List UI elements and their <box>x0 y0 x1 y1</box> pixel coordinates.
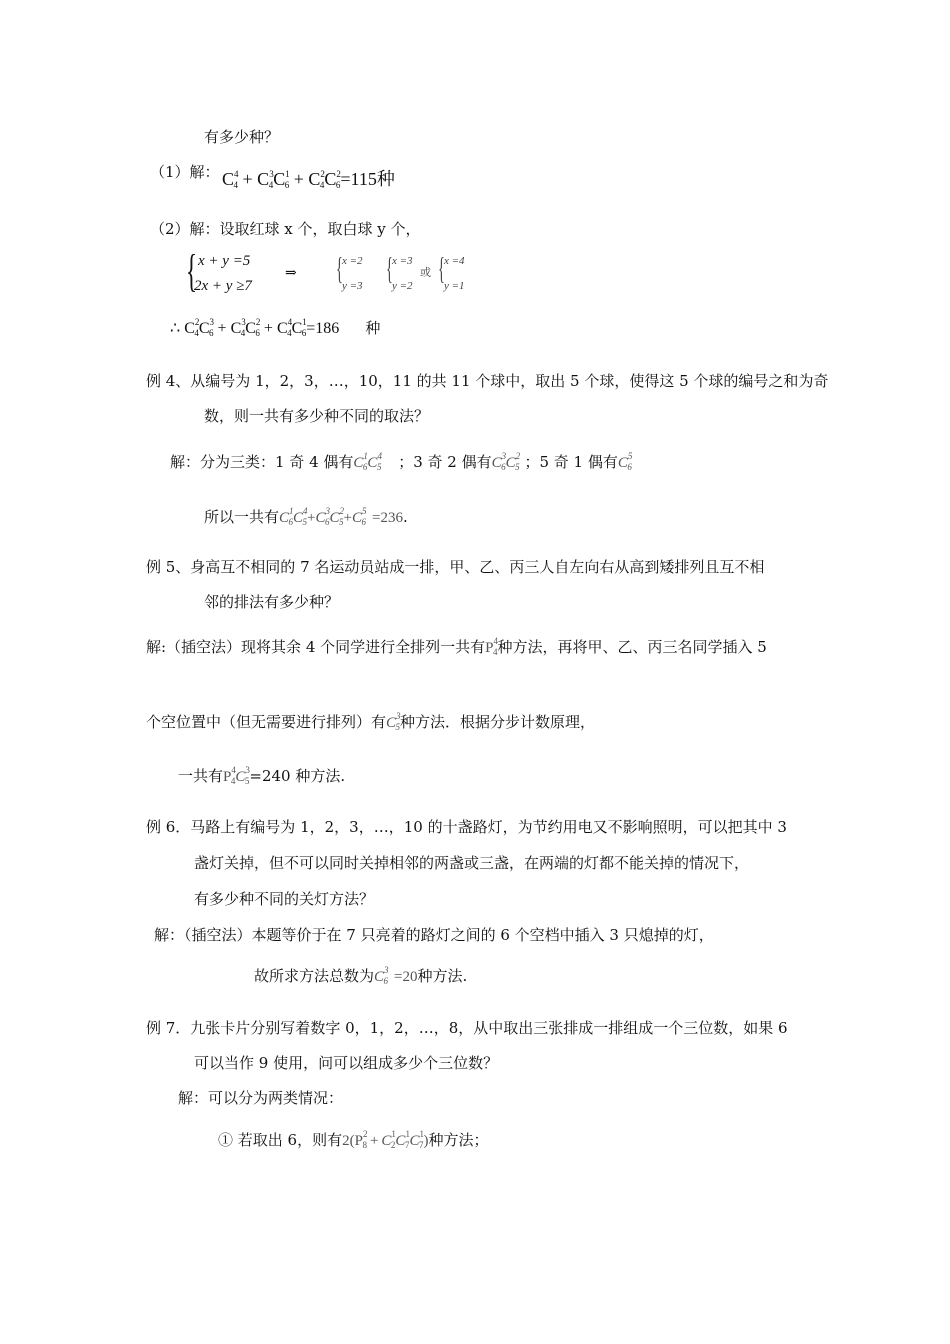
inequality-1: x + y =5 <box>198 253 251 269</box>
sub: 5 <box>302 517 308 527</box>
sup: 3 <box>209 317 215 327</box>
c-symbol: C <box>374 969 385 985</box>
example-5-total <box>178 766 345 788</box>
formula <box>491 451 521 472</box>
text: 所以一共有 <box>204 508 280 526</box>
sup: 5 <box>362 506 367 516</box>
sub: 4 <box>287 328 292 338</box>
formula <box>374 965 418 986</box>
solution-2-label: （2）解：设取红球 x 个，取白球 y 个， <box>150 220 421 238</box>
sub: 5 <box>244 776 250 786</box>
c-symbol: C <box>491 455 502 471</box>
example-5-solution <box>146 637 767 659</box>
two-paren: 2( <box>342 1133 355 1149</box>
sub: 4 <box>230 776 236 786</box>
text: 种方法．根据分步计数原理， <box>400 713 596 731</box>
plus: + <box>217 320 227 337</box>
formula <box>485 636 498 657</box>
left-brace: { <box>186 245 198 296</box>
sup: 1 <box>405 1129 410 1139</box>
sup: 2 <box>336 169 341 179</box>
sol-y: y =3 <box>342 280 363 292</box>
sub: 2 <box>390 1140 396 1150</box>
plus: + <box>293 169 304 189</box>
sub: 6 <box>255 328 260 338</box>
formula <box>342 1129 429 1150</box>
sup: 3 <box>245 765 250 775</box>
example-6-title: 例 6．马路上有编号为 1，2，3，…，10 的十盏路灯，为节约用电又不影响照明，可以把其中 3 <box>146 818 787 836</box>
example-7-solution: 解：可以分为两类情况： <box>178 1089 344 1107</box>
text: 故所求方法总数为 <box>254 967 375 985</box>
sol-x: x =3 <box>392 255 413 267</box>
sub: 6 <box>361 517 367 527</box>
sup: 1 <box>391 1129 396 1139</box>
sup: 1 <box>302 317 307 327</box>
text: 一共有 <box>178 767 224 785</box>
formula <box>353 451 382 472</box>
c-symbol: C <box>329 510 340 526</box>
sol-x: x =2 <box>342 255 363 267</box>
p-symbol: P <box>485 640 494 656</box>
sup: 4 <box>377 451 382 461</box>
example-5-title-cont: 邻的排法有多少种？ <box>204 593 340 611</box>
sub: 7 <box>404 1140 410 1150</box>
therefore-symbol: ∴ <box>170 320 181 337</box>
result: =236 <box>372 510 403 526</box>
text: 个空位置中（但无需要进行排列）有 <box>146 713 387 731</box>
result: =115种 <box>340 169 395 189</box>
sub: 4 <box>492 647 498 657</box>
formula-1 <box>222 169 395 192</box>
example-7-title-cont: 可以当作 9 使用，问可以组成多少个三位数？ <box>194 1054 499 1072</box>
sub: 4 <box>194 328 199 338</box>
c-symbol: C <box>505 455 516 471</box>
sub: 8 <box>362 1140 367 1150</box>
sub: 4 <box>319 180 325 190</box>
sub: 6 <box>288 517 294 527</box>
close-paren: ) <box>423 1133 429 1149</box>
c-symbol: C <box>245 320 256 337</box>
sup: 4 <box>287 317 293 327</box>
sup: 3 <box>269 169 274 179</box>
text: 种方法，再将甲、乙、丙三名同学插入 5 <box>497 638 767 656</box>
c-symbol: C <box>276 320 288 337</box>
c-symbol: C <box>367 455 378 471</box>
example-5-title: 例 5、身高互不相同的 7 名运动员站成一排，甲、乙、丙三人自左向右从高到矮排列且互不相 <box>146 558 765 576</box>
sup: 4 <box>234 169 239 179</box>
sup: 2 <box>194 317 200 327</box>
example-6-title-cont2: 有多少种不同的关灯方法？ <box>194 890 375 908</box>
example-6-solution: 解：（插空法）本题等价于在 7 只亮着的路灯之间的 6 个空档中插入 3 只熄掉的灯， <box>154 926 714 944</box>
formula-2 <box>170 318 380 340</box>
c-symbol: C <box>273 169 286 189</box>
formula <box>279 506 403 527</box>
sub: 6 <box>383 976 389 986</box>
example-4-title-cont: 数，则一共有多少种不同的取法？ <box>204 407 430 425</box>
sup: 3 <box>384 965 389 975</box>
unit: 种 <box>365 319 381 337</box>
sub: 4 <box>240 328 246 338</box>
c-symbol: C <box>198 320 210 337</box>
sub: 6 <box>362 462 368 472</box>
example-4-title: 例 4、从编号为 1，2，3，…，10，11 的共 11 个球中，取出 5 个球，使得这 5 个球的编号之和为奇 <box>146 372 829 390</box>
sub: 6 <box>284 180 290 190</box>
c-symbol: C <box>293 510 304 526</box>
sup: 2 <box>515 451 521 461</box>
formula <box>617 451 633 472</box>
formula <box>223 765 250 786</box>
sub: 4 <box>233 180 239 190</box>
text: 解:（插空法）现将其余 4 个同学进行全排列一共有 <box>146 638 486 656</box>
plus: + <box>369 1133 379 1149</box>
c-symbol: C <box>279 510 290 526</box>
example-4-solution <box>170 452 632 474</box>
c-symbol: C <box>409 1133 420 1149</box>
sup: 2 <box>362 1129 368 1139</box>
plus: + <box>263 320 273 337</box>
solution-1-label: （1）解： <box>150 163 220 181</box>
sol-y: y =2 <box>392 280 413 292</box>
text: ① 若取出 6，则有 <box>218 1131 343 1149</box>
sub: 5 <box>515 462 520 472</box>
text: =240 种方法. <box>249 767 346 785</box>
sup: 5 <box>627 451 633 461</box>
text: ；3 奇 2 偶有 <box>398 453 492 471</box>
example-7-case-1 <box>218 1130 488 1152</box>
text: 解：分为三类：1 奇 4 偶有 <box>170 453 354 471</box>
sup: 3 <box>325 506 331 516</box>
sup: 1 <box>285 169 290 179</box>
c-symbol: C <box>257 169 270 189</box>
brace: { <box>336 250 343 286</box>
c-symbol: C <box>184 320 195 337</box>
c-symbol: C <box>235 769 246 785</box>
sol-y: y =1 <box>444 280 465 292</box>
result: =186 <box>306 320 340 337</box>
sup: 2 <box>255 317 261 327</box>
period: . <box>403 508 408 526</box>
sup: 1 <box>363 451 368 461</box>
sup: 3 <box>501 451 507 461</box>
text: ；5 奇 1 偶有 <box>524 453 618 471</box>
text-line: 有多少种？ <box>204 128 280 146</box>
text: 种方法. <box>417 967 468 985</box>
example-6-title-cont: 盏灯关掉，但不可以同时关掉相邻的两盏或三盏，在两端的灯都不能关掉的情况下， <box>194 854 750 872</box>
text: 种方法； <box>428 1131 489 1149</box>
sub: 5 <box>339 517 344 527</box>
formula <box>386 711 401 732</box>
c-symbol: C <box>352 510 363 526</box>
plus: + <box>307 510 316 526</box>
sub: 5 <box>376 462 382 472</box>
c-symbol: C <box>222 169 235 189</box>
sup: 2 <box>320 169 325 179</box>
result: =20 <box>394 969 418 985</box>
example-6-total <box>254 966 467 988</box>
c-symbol: C <box>395 1133 406 1149</box>
sub: 4 <box>268 180 274 190</box>
c-symbol: C <box>230 320 242 337</box>
c-symbol: C <box>386 715 397 731</box>
plus: + <box>343 510 353 526</box>
brace: { <box>438 250 445 286</box>
example-4-total <box>204 507 408 529</box>
sub: 6 <box>501 462 506 472</box>
sup: 3 <box>396 711 401 721</box>
sol-x: x =4 <box>444 255 465 267</box>
sub: 6 <box>209 328 214 338</box>
sub: 5 <box>395 722 401 732</box>
sub: 6 <box>325 517 330 527</box>
sub: 6 <box>335 180 341 190</box>
sup: 4 <box>231 765 236 775</box>
c-symbol: C <box>315 510 326 526</box>
brace: { <box>386 250 393 286</box>
c-symbol: C <box>617 455 628 471</box>
implies-arrow: ⇒ <box>285 266 297 281</box>
sup: 4 <box>493 636 498 646</box>
sup: 2 <box>339 506 345 516</box>
sub: 6 <box>627 462 632 472</box>
or-label: 或 <box>420 266 431 279</box>
sup: 3 <box>241 317 246 327</box>
p-symbol: P <box>223 769 232 785</box>
c-symbol: C <box>291 320 303 337</box>
c-symbol: C <box>353 455 364 471</box>
c-symbol: C <box>381 1133 392 1149</box>
plus: + <box>242 169 253 189</box>
c-symbol: C <box>308 169 321 189</box>
inequality-2: 2x + y ≥7 <box>194 278 252 294</box>
c-symbol: C <box>324 169 337 189</box>
p-symbol: P <box>354 1133 363 1149</box>
sup: 1 <box>289 506 294 516</box>
sub: 7 <box>418 1140 424 1150</box>
sup: 4 <box>303 506 308 516</box>
sub: 6 <box>301 328 307 338</box>
example-5-solution-cont <box>146 712 595 734</box>
example-7-title: 例 7．九张卡片分别写着数字 0，1，2，…，8，从中取出三张排成一排组成一个三位数，如果 6 <box>146 1019 788 1037</box>
sup: 1 <box>419 1129 424 1139</box>
